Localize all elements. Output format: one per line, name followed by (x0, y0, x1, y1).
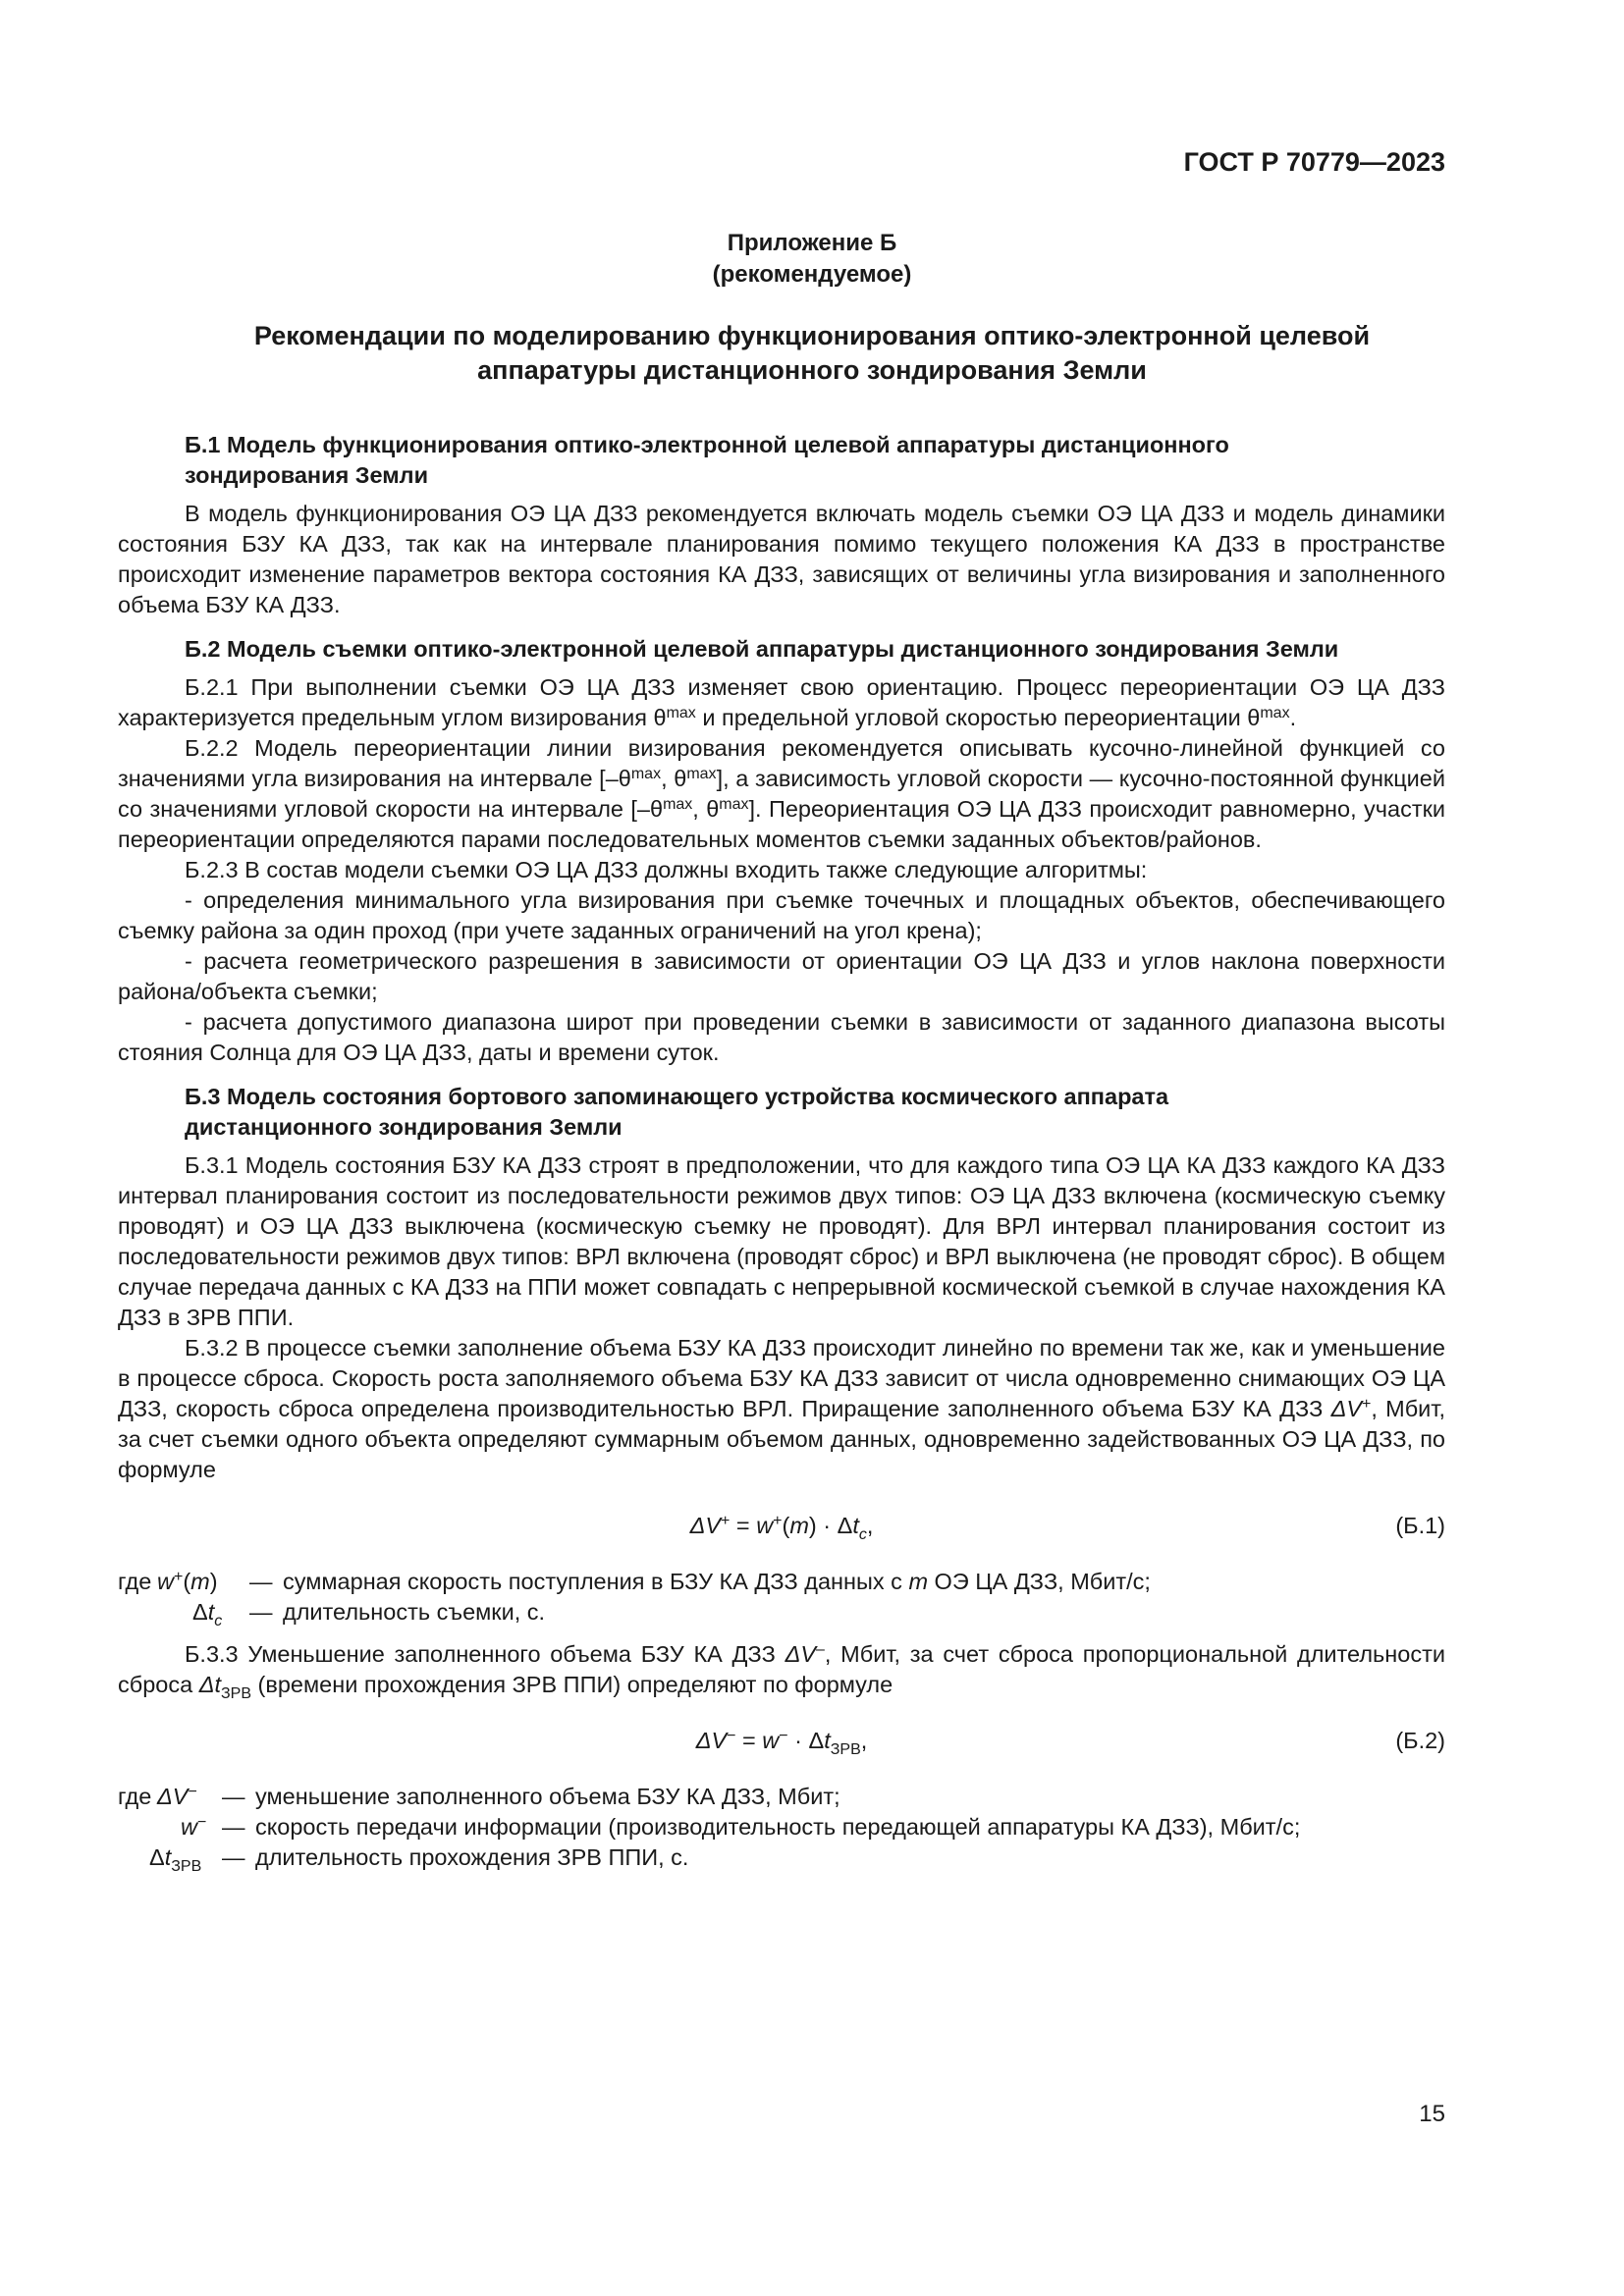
legend-symbol: w− (181, 1814, 207, 1840)
list-item-algorithm-1: - определения минимального угла визирования при съемке точечных и площадных объектов, обеспечивающего съемку района за один проход (при учете заданных ограничений на угол крена); (118, 887, 1445, 943)
section-b2-heading: Б.2 Модель съемки оптико-электронной целевой аппаратуры дистанционного зондирования Земли (185, 636, 1339, 662)
legend-symbol: $\Delta t_c$ (192, 1599, 223, 1629)
page-number: 15 (1419, 2101, 1445, 2127)
section-b3-heading-line-1: Б.3 Модель состояния бортового запоминающего устройства космического аппарата (185, 1084, 1169, 1109)
legend-symbol: $\Delta t_{ЗРВ}$ (149, 1844, 202, 1875)
formula-b1-legend-row-1 (118, 1567, 1445, 1597)
legend-dash: — (222, 1844, 245, 1870)
formula-b1-number: (Б.1) (1395, 1513, 1445, 1538)
appendix-status: (рекомендуемое) (712, 261, 912, 288)
section-b1-heading-line-2: зондирования Земли (185, 462, 429, 488)
document-body (118, 430, 1445, 1873)
where-label: где (118, 1784, 152, 1809)
legend-text: суммарная скорость поступления в БЗУ КА ДЗЗ данных с m ОЭ ЦА ДЗЗ, Мбит/с; (283, 1569, 1151, 1594)
paragraph-b2-2: Б.2.2 Модель переориентации линии визирования рекомендуется описывать кусочно-линейной функцией со значениями угла визирования на интервале [$-\theta^{max}$, $\theta^{max}$], а зависимость угловой скорости — кусочно-постоянной функцией со значениями угловой скорости на интервале [$-\theta^{max}$, $\theta^{max}$]. Переориентация ОЭ ЦА ДЗЗ происходит равномерно, участки переориентации определяются парами последовательных моментов съемки заданных объектов/районов. (118, 735, 1445, 852)
paragraph-b3-1: Б.3.1 Модель состояния БЗУ КА ДЗЗ строят в предположении, что для каждого типа ОЭ ЦА КА ДЗЗ каждого КА ДЗЗ интервал планирования состоит из последовательности режимов двух типов: ОЭ ЦА ДЗЗ включена (космическую съемку проводят) и ОЭ ЦА ДЗЗ выключена (космическую съемку не проводят). Для ВРЛ интервал планирования состоит из последовательности режимов двух типов: ВРЛ включена (проводят сброс) и ВРЛ выключена (не проводят сброс). В общем случае передача данных с КА ДЗЗ на ППИ может совпадать с непрерывной космической съемкой в случае нахождения КА ДЗЗ в ЗРВ ППИ. (118, 1152, 1445, 1330)
paragraph-b3-3: Б.3.3 Уменьшение заполненного объема БЗУ КА ДЗЗ ΔV–, Мбит, за счет сброса пропорциональной длительности сброса $\Delta t_{ЗРВ}$ (времени прохождения ЗРВ ППИ) определяют по формуле (118, 1641, 1445, 1702)
appendix-heading (118, 228, 1506, 291)
legend-dash: — (222, 1784, 245, 1809)
formula-b1-legend-row-2 (118, 1597, 1445, 1628)
section-b1-heading (118, 430, 1445, 491)
document-header: ГОСТ Р 70779—2023 (1183, 147, 1445, 177)
paragraph-b2-1: Б.2.1 При выполнении съемки ОЭ ЦА ДЗЗ изменяет свою ориентацию. Процесс переориентации ОЭ ЦА ДЗЗ характеризуется предельным углом визирования $\theta^{max}$ и предельной угловой скоростью переориентации $\theta^{max}$. (118, 674, 1445, 730)
legend-dash: — (249, 1599, 273, 1625)
appendix-title (187, 319, 1437, 388)
formula-b1 (118, 1511, 1445, 1541)
legend-dash: — (249, 1569, 273, 1594)
formula-b2-expression: $\Delta V^- = w^- \cdot \Delta t_{ЗРВ}$, (695, 1728, 868, 1758)
section-b1-heading-line-1: Б.1 Модель функционирования оптико-электронной целевой аппаратуры дистанционного (185, 432, 1229, 457)
section-b3-heading-line-2: дистанционного зондирования Земли (185, 1114, 623, 1140)
legend-dash: — (222, 1814, 245, 1840)
section-b1-paragraph: В модель функционирования ОЭ ЦА ДЗЗ рекомендуется включать модель съемки ОЭ ЦА ДЗЗ и модель динамики состояния БЗУ КА ДЗЗ, так как на интервале планирования помимо текущего положения КА ДЗЗ в пространстве происходит изменение параметров вектора состояния КА ДЗЗ, зависящих от величины угла визирования и заполненного объема БЗУ КА ДЗЗ. (118, 501, 1445, 617)
section-b3-heading (118, 1082, 1445, 1143)
where-label: где (118, 1569, 152, 1594)
formula-b1-expression: $\Delta V^+ = w^+(m) \cdot \Delta t_c$, (689, 1513, 874, 1543)
formula-b2 (118, 1726, 1445, 1756)
legend-text: длительность съемки, с. (283, 1599, 546, 1625)
list-item-algorithm-3: - расчета допустимого диапазона широт при проведении съемки в зависимости от заданного диапазона высоты стояния Солнца для ОЭ ЦА ДЗЗ, даты и времени суток. (118, 1009, 1445, 1065)
title-line-2: аппаратуры дистанционного зондирования Земли (477, 355, 1147, 385)
title-line-1: Рекомендации по моделированию функционирования оптико-электронной целевой (253, 321, 1371, 350)
legend-text: длительность прохождения ЗРВ ППИ, с. (255, 1844, 689, 1870)
paragraph-b2-3: Б.2.3 В состав модели съемки ОЭ ЦА ДЗЗ должны входить также следующие алгоритмы: (185, 857, 1148, 882)
legend-symbol: ΔV− (157, 1784, 197, 1809)
paragraph-b3-2: Б.3.2 В процессе съемки заполнение объема БЗУ КА ДЗЗ происходит линейно по времени так же, как и уменьшение в процессе сброса. Скорость роста заполняемого объема БЗУ КА ДЗЗ зависит от числа одновременно снимающих ОЭ ЦА ДЗЗ, скорость сброса определена производительностью ВРЛ. Приращение заполненного объема БЗУ КА ДЗЗ ΔV+, Мбит, за счет съемки одного объекта определяют суммарным объемом данных, одновременно задействованных ОЭ ЦА ДЗЗ, по формуле (118, 1335, 1445, 1482)
legend-text: скорость передачи информации (производительность передающей аппаратуры КА ДЗЗ), Мбит/с; (255, 1814, 1301, 1840)
formula-b2-legend-row-3 (118, 1842, 1445, 1873)
formula-b2-legend-row-2 (118, 1812, 1445, 1842)
appendix-label: Приложение Б (727, 230, 897, 256)
legend-text: уменьшение заполненного объема БЗУ КА ДЗЗ, Мбит; (255, 1784, 840, 1809)
legend-symbol: w+(m) (157, 1569, 218, 1594)
formula-b2-number: (Б.2) (1395, 1728, 1445, 1753)
list-item-algorithm-2: - расчета геометрического разрешения в зависимости от ориентации ОЭ ЦА ДЗЗ и углов наклона поверхности района/объекта съемки; (118, 948, 1445, 1004)
formula-b2-legend-row-1 (118, 1782, 1445, 1812)
